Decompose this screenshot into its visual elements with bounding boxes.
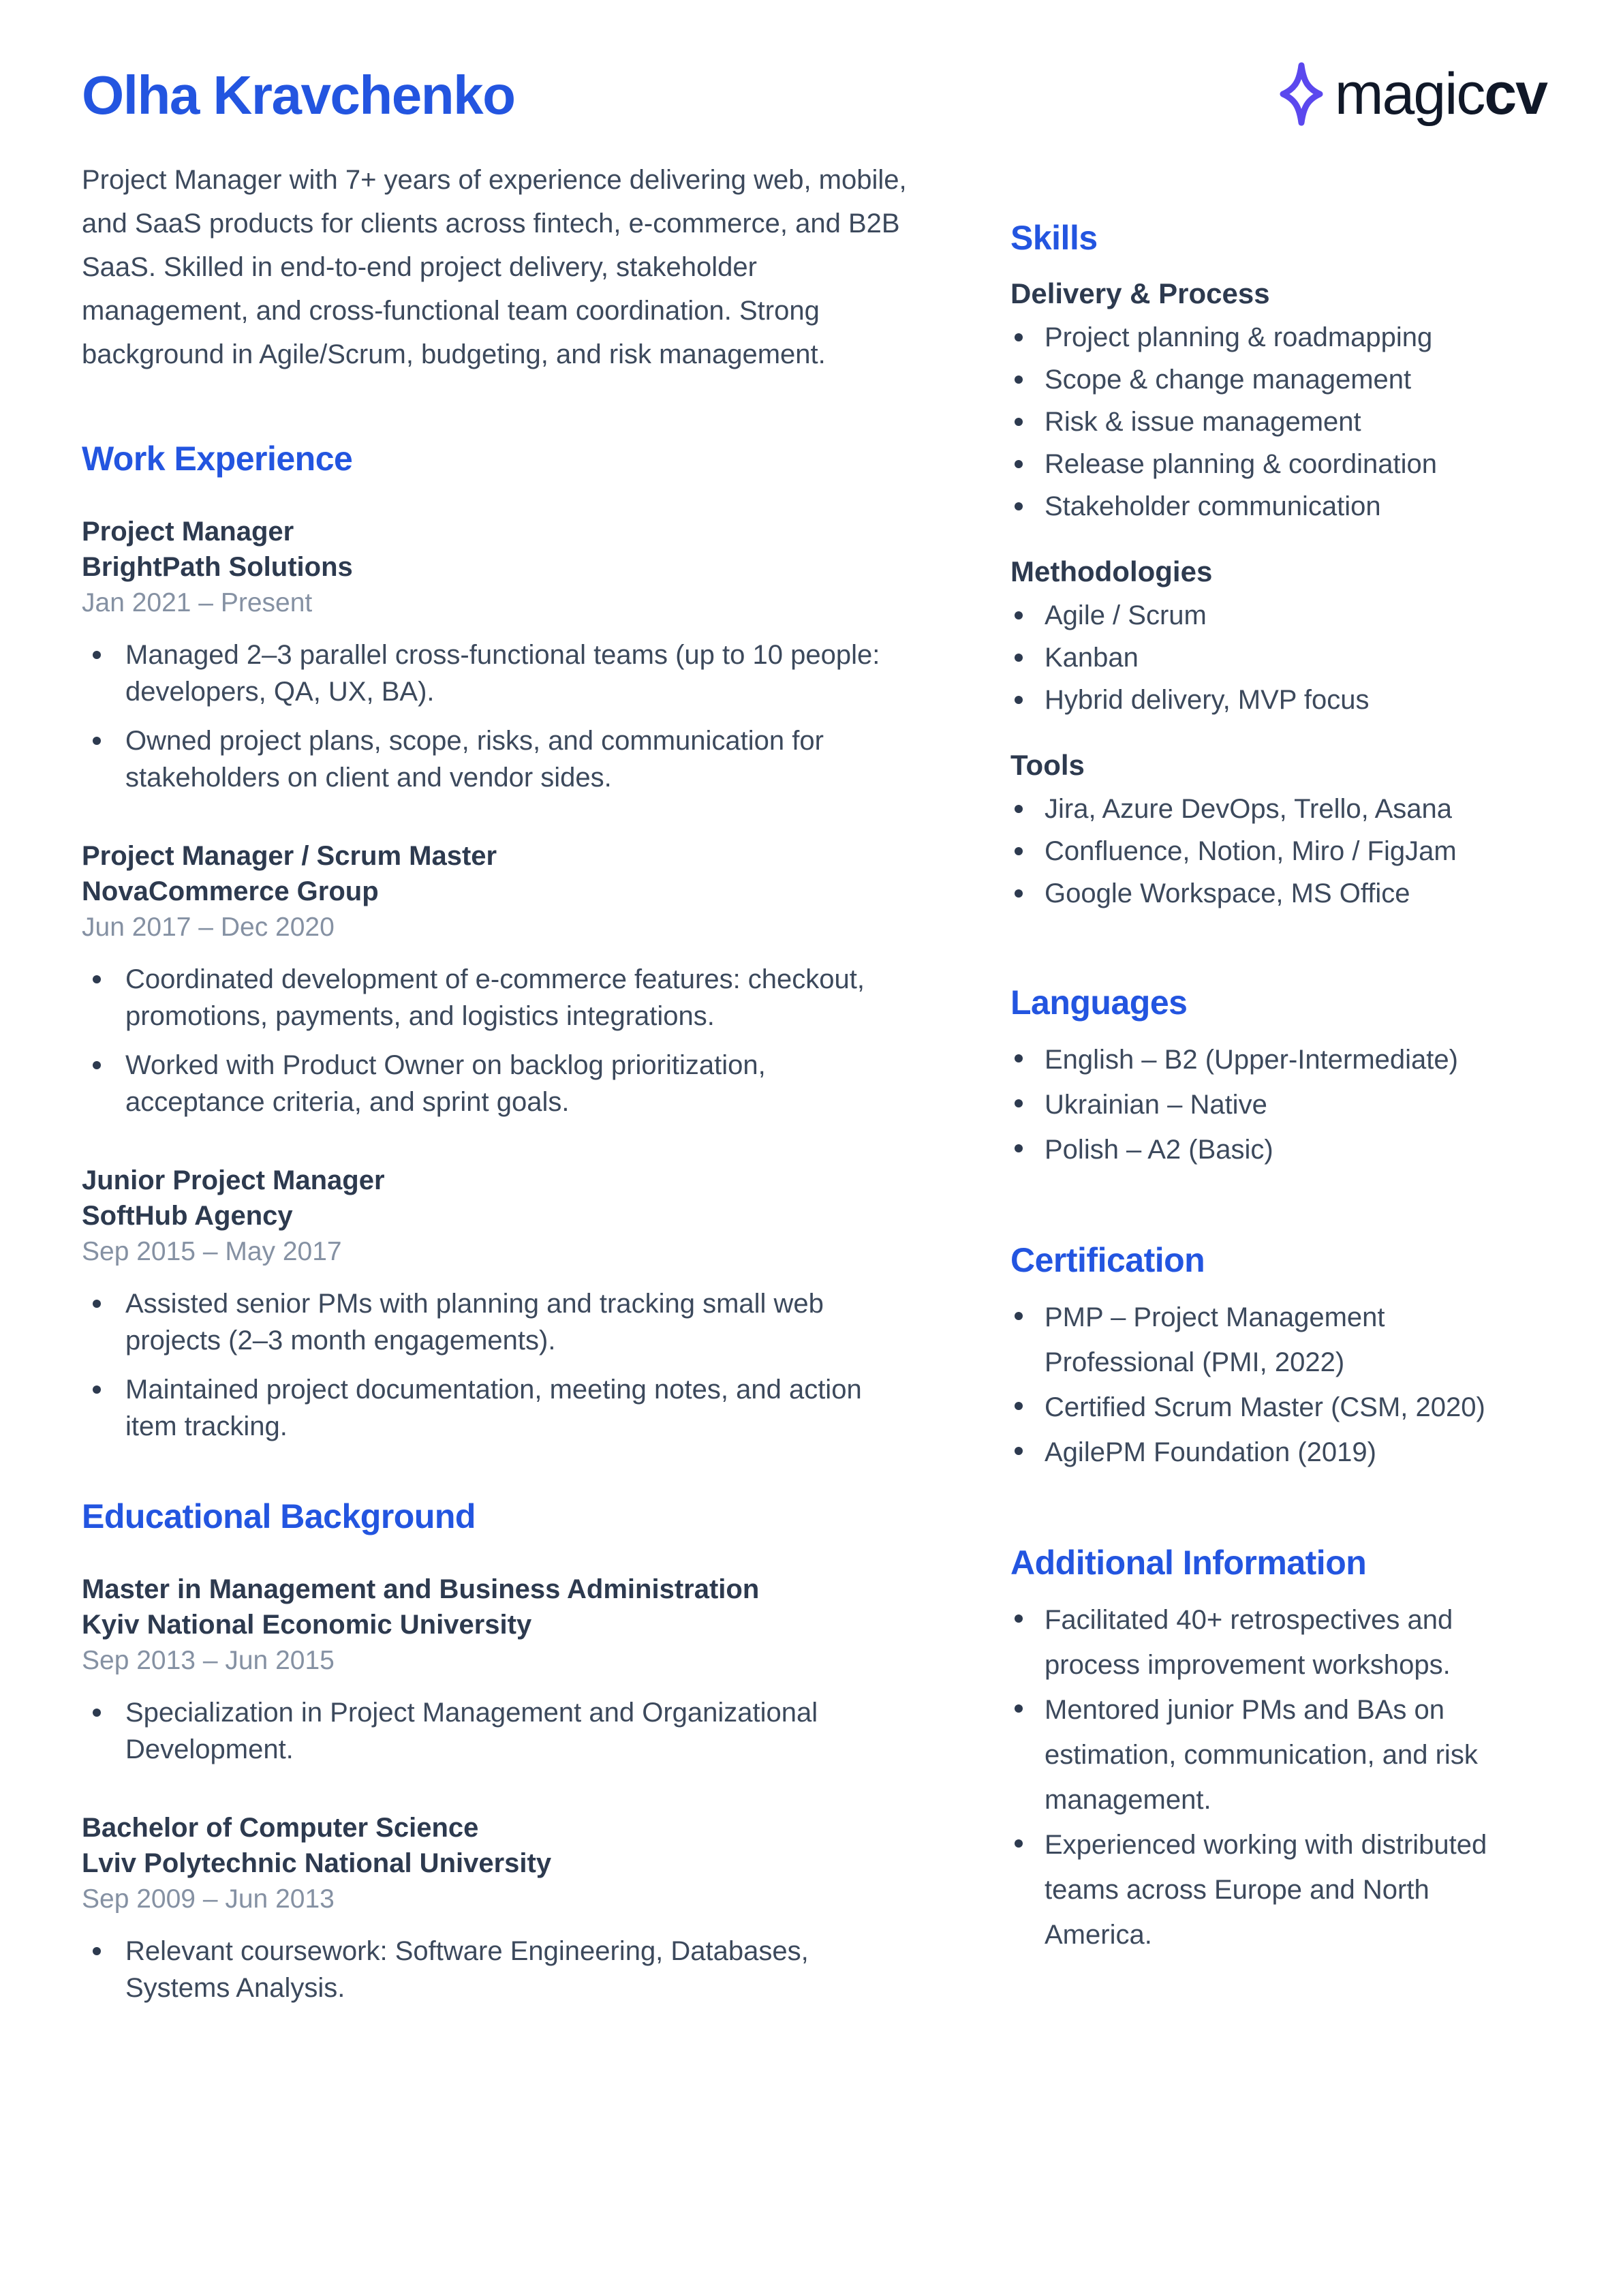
language-item: English – B2 (Upper-Intermediate): [1010, 1037, 1518, 1082]
job-bullet: Coordinated development of e-commerce features: checkout, promotions, payments, and logistics integrations.: [82, 961, 910, 1035]
job-dates: Jan 2021 – Present: [82, 588, 313, 617]
job-entry: [82, 514, 910, 796]
certification-item: PMP – Project Management Professional (PMI, 2022): [1010, 1295, 1518, 1385]
additional-info-item: Facilitated 40+ retrospectives and process improvement workshops.: [1010, 1597, 1518, 1687]
degree-title: Master in Management and Business Administration: [82, 1574, 760, 1604]
job-title: Project Manager: [82, 517, 294, 547]
certification-list: [1010, 1295, 1547, 1475]
education-dates: Sep 2009 – Jun 2013: [82, 1884, 335, 1914]
job-company: SoftHub Agency: [82, 1201, 293, 1231]
job-dates: Jun 2017 – Dec 2020: [82, 913, 335, 942]
job-dates: Sep 2015 – May 2017: [82, 1237, 342, 1266]
skills-heading: Skills: [1010, 219, 1098, 257]
language-item: Polish – A2 (Basic): [1010, 1127, 1518, 1172]
language-item: Ukrainian – Native: [1010, 1082, 1518, 1127]
skill-item: Project planning & roadmapping: [1010, 316, 1518, 358]
skill-item: Risk & issue management: [1010, 401, 1518, 443]
skills-group-title: Methodologies: [1010, 555, 1213, 587]
job-bullet: Assisted senior PMs with planning and tracking small web projects (2–3 month engagements).: [82, 1285, 910, 1359]
education-heading: Educational Background: [82, 1497, 476, 1535]
certification-heading: Certification: [1010, 1241, 1205, 1279]
skill-item: Jira, Azure DevOps, Trello, Asana: [1010, 788, 1518, 830]
additional-info-section: [1010, 1543, 1547, 1957]
additional-info-item: Experienced working with distributed teams across Europe and North America.: [1010, 1822, 1518, 1957]
brand-bold: cv: [1484, 61, 1547, 127]
education-entry: [82, 1810, 910, 2006]
skills-list: [1010, 594, 1547, 721]
education-entry: [82, 1572, 910, 1768]
job-company: NovaCommerce Group: [82, 876, 379, 906]
magiccv-logo: [1279, 61, 1547, 127]
skill-item: Agile / Scrum: [1010, 594, 1518, 637]
languages-list: [1010, 1037, 1547, 1172]
brand-light: magic: [1334, 61, 1485, 127]
work-experience-section: [82, 439, 910, 1445]
education-dates: Sep 2013 – Jun 2015: [82, 1646, 335, 1675]
education-bullet-list: [82, 1694, 910, 1768]
person-name: Olha Kravchenko: [82, 65, 515, 125]
job-bullet: Owned project plans, scope, risks, and communication for stakeholders on client and vendor sides.: [82, 722, 910, 796]
education-bullet: Specialization in Project Management and Organizational Development.: [82, 1694, 910, 1768]
skill-item: Scope & change management: [1010, 358, 1518, 401]
job-entry: [82, 1163, 910, 1445]
school-name: Kyiv National Economic University: [82, 1610, 532, 1640]
job-company: BrightPath Solutions: [82, 552, 353, 582]
skill-item: Google Workspace, MS Office: [1010, 872, 1518, 915]
content-columns: [82, 158, 1547, 2006]
skills-section: [1010, 218, 1547, 915]
additional-info-item: Mentored junior PMs and BAs on estimation, communication, and risk management.: [1010, 1687, 1518, 1822]
certification-item: AgilePM Foundation (2019): [1010, 1430, 1518, 1475]
job-bullet: Maintained project documentation, meeting notes, and action item tracking.: [82, 1371, 910, 1445]
job-bullet-list: [82, 961, 910, 1120]
skill-item: Release planning & coordination: [1010, 443, 1518, 485]
left-column: [82, 158, 910, 2006]
right-column: [1010, 158, 1547, 2006]
skills-list: [1010, 316, 1547, 527]
job-entry: [82, 838, 910, 1120]
additional-info-heading: Additional Information: [1010, 1544, 1367, 1582]
languages-heading: Languages: [1010, 983, 1188, 1022]
school-name: Lviv Polytechnic National University: [82, 1848, 552, 1878]
certification-item: Certified Scrum Master (CSM, 2020): [1010, 1385, 1518, 1430]
languages-section: [1010, 983, 1547, 1172]
education-bullet: Relevant coursework: Software Engineering, Databases, Systems Analysis.: [82, 1933, 910, 2006]
skill-item: Stakeholder communication: [1010, 485, 1518, 527]
sparkle-icon: [1279, 61, 1324, 127]
skill-item: Kanban: [1010, 637, 1518, 679]
skills-list: [1010, 788, 1547, 915]
certification-section: [1010, 1240, 1547, 1475]
skills-group-title: Tools: [1010, 749, 1085, 781]
degree-title: Bachelor of Computer Science: [82, 1813, 479, 1843]
work-experience-heading: Work Experience: [82, 440, 353, 478]
education-section: [82, 1497, 910, 2006]
job-bullet-list: [82, 637, 910, 796]
skill-item: Hybrid delivery, MVP focus: [1010, 679, 1518, 721]
job-title: Project Manager / Scrum Master: [82, 841, 497, 871]
skills-group-title: Delivery & Process: [1010, 277, 1270, 309]
job-bullet-list: [82, 1285, 910, 1445]
additional-info-list: [1010, 1597, 1547, 1957]
skill-item: Confluence, Notion, Miro / FigJam: [1010, 830, 1518, 872]
profile-summary: Project Manager with 7+ years of experience delivering web, mobile, and SaaS products for clients across fintech, e-commerce, and B2B SaaS. Skilled in end-to-end project delivery, stakeholder management, and cross-functional team coordination. Strong background in Agile/Scrum, budgeting, and risk management.: [82, 165, 907, 369]
header: [82, 57, 1547, 127]
education-bullet-list: [82, 1933, 910, 2006]
job-bullet: Worked with Product Owner on backlog prioritization, acceptance criteria, and sprint goals.: [82, 1047, 910, 1120]
job-bullet: Managed 2–3 parallel cross-functional teams (up to 10 people: developers, QA, UX, BA).: [82, 637, 910, 710]
brand-wordmark: [1334, 61, 1547, 127]
job-title: Junior Project Manager: [82, 1165, 385, 1195]
